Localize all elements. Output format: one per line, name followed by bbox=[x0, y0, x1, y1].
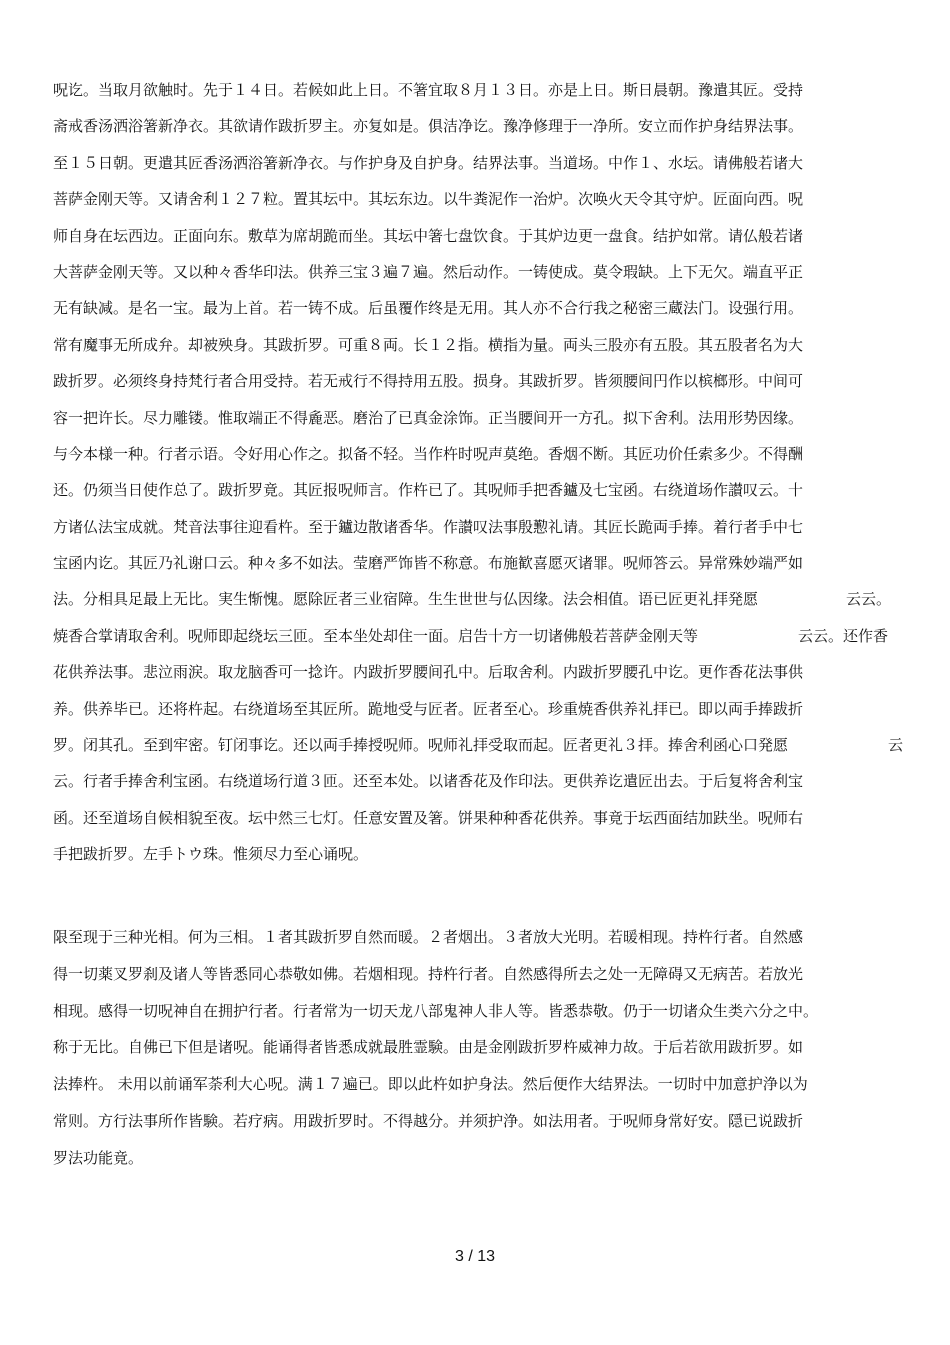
text-line-with-tail bbox=[53, 587, 913, 623]
line-tail: 云 bbox=[888, 736, 904, 755]
text-line: 呪讫。当取月欲触时。先于１４日。若候如此上日。不箸宜取８月１３日。亦是上日。斯日晨朝。豫遣其匠。受持 bbox=[53, 81, 804, 99]
line-tail: 云云。 bbox=[846, 590, 892, 609]
text-line: 与今本様一种。行者示语。令好用心作之。拟备不轻。当作杵时呪声莫绝。香烟不断。其匠功价任索多少。不得酬 bbox=[53, 444, 804, 463]
line-text: 焼香合掌请取舍利。呪师即起绕坛三匝。至本坐处却住一面。启告十方一切诸佛般若菩萨金刚天等 bbox=[53, 626, 699, 645]
text-line: 得一切薬叉罗刹及诸人等皆悉同心恭敬如佛。若烟相现。持杵行者。自然感得所去之处一无障碍又无病苦。若放光 bbox=[53, 964, 804, 983]
text-line: 至１５日朝。更遣其匠香汤洒浴箸新净衣。与作护身及自护身。结界法事。当道场。中作１、水坛。请佛般若诸大 bbox=[53, 153, 804, 172]
paragraph-1 bbox=[53, 78, 913, 879]
text-line: 养。供养毕已。还将杵起。右绕道场至其匠所。跪地受与匠者。匠者至心。珍重焼香供养礼拝已。即以両手捧跋折 bbox=[53, 699, 804, 718]
paragraph-2 bbox=[53, 925, 913, 1183]
text-line: 还。仍须当日使作总了。跋折罗竟。其匠报呪师言。作杵已了。其呪师手把香鑪及七宝函。右绕道场作讃叹云。十 bbox=[53, 481, 804, 500]
text-line: 限至现于三种光相。何为三相。１者其跋折罗自然而暖。２者烟出。３者放大光明。若暖相现。持杵行者。自然感 bbox=[53, 928, 804, 946]
text-line: 方诸仏法宝成就。梵音法事往迎看杵。至于鑪边散诸香华。作讃叹法事殷懃礼请。其匠长跪両手捧。着行者手中七 bbox=[53, 517, 804, 536]
text-line: 无有缺减。是名一宝。最为上首。若一铸不成。后虽覆作终是无用。其人亦不合行我之秘密三蔵法门。设强行用。 bbox=[53, 299, 804, 318]
text-line: 罗法功能竟。 bbox=[53, 1148, 144, 1167]
text-line: 称于无比。自佛已下但是诸呪。能诵得者皆悉成就最胜霊験。由是金刚跋折罗杵威神力故。于后若欲用跋折罗。如 bbox=[53, 1038, 804, 1057]
text-line: 菩萨金刚天等。又请舍利１２７粒。置其坛中。其坛东边。以牛粪泥作一治炉。次唤火天令其守炉。匠面向西。呪 bbox=[53, 190, 804, 209]
text-line: 宝函内讫。其匠乃礼谢口云。种々多不如法。莹磨严饰皆不称意。布施歓喜愿灭诸罪。呪师答云。异常殊妙端严如 bbox=[53, 554, 804, 573]
text-line: 常则。方行法事所作皆験。若疗病。用跋折罗时。不得越分。并须护浄。如法用者。于呪师身常好安。隠已说跋折 bbox=[53, 1111, 804, 1130]
text-line: 跋折罗。必须终身持梵行者合用受持。若无戒行不得持用五股。损身。其跋折罗。皆须腰间円作以槟榔形。中间可 bbox=[53, 372, 804, 391]
text-line: 相现。感得一切呪神自在拥护行者。行者常为一切天龙八部鬼神人非人等。皆悉恭敬。仍于一切诸众生类六分之中。 bbox=[53, 1001, 819, 1020]
text-line: 法捧杵。 未用以前诵军荼利大心呪。满１７遍已。即以此杵如护身法。然后便作大结界法。一切时中加意护浄以为 bbox=[53, 1075, 808, 1094]
page-number: 3 / 13 bbox=[454, 1248, 496, 1265]
text-line-with-tail bbox=[53, 624, 913, 660]
line-text: 法。分相具足最上无比。実生惭愧。愿除匠者三业宿障。生生世世与仏因缘。法会相值。语已匠更礼拝発愿 bbox=[53, 590, 759, 609]
text-line: 师自身在坛西边。正面向东。敷草为席胡跪而坐。其坛中箸七盘饮食。于其炉边更一盘食。结护如常。请仏般若诸 bbox=[53, 226, 804, 245]
line-text: 罗。闭其孔。至到牢密。钉闭事讫。还以両手捧授呪师。呪师礼拝受取而起。匠者更礼３拝。捧舍利函心口発愿 bbox=[53, 736, 789, 755]
text-line: 手把跋折罗。左手トウ珠。惟须尽力至心诵呪。 bbox=[53, 845, 369, 864]
text-line: 花供养法事。悲泣雨涙。取龙脑香可一捻许。内跋折罗腰间孔中。后取舍利。内跋折罗腰孔中讫。更作香花法事供 bbox=[53, 663, 804, 682]
text-line-with-tail bbox=[53, 733, 913, 769]
text-line: 大菩萨金刚天等。又以种々香华印法。供养三宝３遍７遍。然后动作。一铸使成。莫令瑕缺。上下无欠。端直平正 bbox=[53, 262, 804, 281]
text-line: 常有魔事无所成弁。却被殃身。其跋折罗。可重８両。长１２指。横指为量。両头三股亦有五股。其五股者名为大 bbox=[53, 335, 804, 354]
text-line: 容一把许长。尽力雕镂。惟取端正不得麁恶。磨治了已真金涂饰。正当腰间开一方孔。拟下舍利。法用形势因缘。 bbox=[53, 408, 804, 427]
text-line: 函。还至道场自候相貌至夜。坛中然三七灯。任意安置及箸。饼果种种香花供养。事竟于坛西面结加趺坐。呪师右 bbox=[53, 808, 804, 827]
line-tail: 云云。还作香 bbox=[798, 626, 889, 645]
text-line: 斋戒香汤洒浴箸新净衣。其欲请作跋折罗主。亦复如是。俱洁净讫。豫净修理于一净所。安立而作护身结界法事。 bbox=[53, 117, 804, 136]
text-line: 云。行者手捧舍利宝函。右绕道场行道３匝。还至本处。以诸香花及作印法。更供养讫遣匠出去。于后复将舍利宝 bbox=[53, 772, 804, 791]
